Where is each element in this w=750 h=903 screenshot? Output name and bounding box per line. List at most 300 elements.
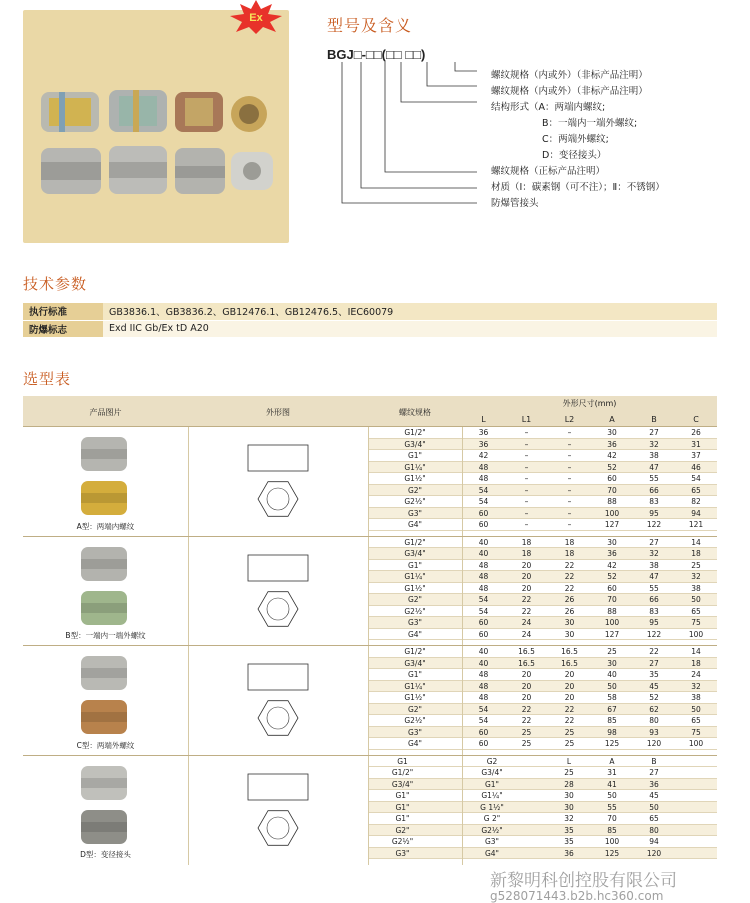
- table-row: [368, 548, 717, 560]
- table-cell: G3/4": [404, 439, 426, 449]
- table-cell: 93: [649, 727, 659, 737]
- table-cell: G4": [484, 848, 500, 858]
- table-cell: G1": [407, 451, 423, 460]
- table-cell: 127: [604, 520, 620, 529]
- table-cell: 54: [691, 474, 701, 483]
- table-cell: 38: [649, 451, 659, 460]
- table-cell: 52: [649, 693, 659, 702]
- table-cell: G1": [407, 560, 423, 570]
- header-col-B: B: [651, 415, 657, 424]
- column-divider: [188, 427, 189, 537]
- table-cell: 32: [649, 549, 659, 558]
- table-cell: G3": [407, 618, 423, 627]
- table-cell: G1": [484, 779, 500, 789]
- table-row: [368, 727, 717, 739]
- table-row: [368, 473, 717, 485]
- table-row: [368, 704, 717, 716]
- table-cell: 35: [564, 825, 574, 835]
- table-cell: 22: [564, 560, 575, 570]
- table-cell: –: [524, 508, 529, 518]
- table-cell: 26: [564, 606, 575, 616]
- table-cell: 20: [521, 583, 532, 593]
- table-cell: 30: [564, 791, 574, 800]
- table-cell: 27: [649, 768, 659, 777]
- table-cell: G2": [395, 825, 410, 835]
- tech-row: [23, 320, 717, 337]
- table-row: [368, 836, 717, 848]
- table-cell: 50: [691, 704, 701, 714]
- selection-table: [23, 396, 717, 900]
- selection-group: [23, 536, 717, 646]
- table-cell: 94: [649, 837, 659, 846]
- table-cell: 52: [607, 572, 617, 581]
- ex-badge-icon: [228, 0, 284, 34]
- table-row: [368, 508, 717, 520]
- table-cell: 80: [649, 825, 659, 835]
- table-row: [368, 427, 717, 439]
- table-cell: 45: [649, 681, 659, 691]
- table-cell: 41: [607, 779, 617, 789]
- table-row: [368, 606, 717, 618]
- table-row: [368, 462, 717, 474]
- table-cell: 60: [478, 739, 489, 748]
- table-cell: 22: [564, 583, 575, 593]
- table-cell: 38: [691, 693, 701, 702]
- table-cell: 62: [649, 704, 659, 714]
- outline-drawing: [188, 756, 368, 866]
- table-cell: 36: [478, 428, 489, 437]
- table-row: [368, 646, 717, 658]
- table-cell: 36: [478, 439, 489, 449]
- table-cell: 18: [521, 537, 532, 547]
- tech-row-value: Exd IIC Gb/Ex tD A20: [103, 320, 717, 337]
- table-cell: 55: [607, 802, 617, 812]
- subheader-cell: G1: [397, 756, 408, 766]
- table-cell: 22: [521, 704, 532, 714]
- table-cell: 54: [478, 595, 489, 604]
- table-cell: 30: [607, 658, 617, 668]
- table-cell: 35: [649, 670, 659, 679]
- table-cell: –: [524, 439, 529, 449]
- table-cell: 27: [649, 537, 659, 547]
- table-cell: 75: [691, 727, 701, 737]
- table-cell: 16.5: [518, 647, 535, 656]
- table-cell: 40: [607, 670, 617, 679]
- fittings-photo: [23, 10, 289, 243]
- table-cell: 70: [607, 814, 617, 823]
- table-cell: G2½": [391, 837, 414, 846]
- table-cell: 40: [478, 549, 489, 558]
- table-cell: 100: [604, 618, 620, 627]
- table-cell: –: [567, 508, 572, 518]
- table-cell: 65: [649, 814, 659, 823]
- table-cell: 52: [607, 462, 617, 472]
- table-cell: 80: [649, 716, 659, 725]
- table-cell: 125: [604, 848, 620, 858]
- table-cell: 47: [649, 572, 659, 581]
- table-cell: 42: [607, 560, 617, 570]
- legend-line-2: 螺纹规格（内或外）（非标产品注明）: [491, 86, 648, 97]
- table-row: [368, 560, 717, 572]
- table-cell: 27: [649, 658, 659, 668]
- outline-drawing: [188, 646, 368, 756]
- table-cell: 24: [521, 629, 532, 639]
- table-cell: G1/2": [404, 647, 426, 656]
- table-cell: G2½": [481, 825, 503, 835]
- table-cell: 20: [521, 693, 532, 702]
- table-row: [368, 681, 717, 693]
- table-cell: 25: [564, 727, 575, 737]
- table-row: [368, 738, 717, 750]
- column-divider: [188, 646, 189, 756]
- tech-row: [23, 303, 717, 320]
- table-cell: 125: [604, 739, 620, 748]
- table-cell: 65: [691, 485, 701, 495]
- table-cell: –: [524, 474, 529, 483]
- table-cell: 65: [691, 716, 701, 725]
- table-cell: 98: [607, 727, 617, 737]
- table-row: [368, 825, 717, 837]
- group-type-label: B型：一端内一端外螺纹: [65, 631, 146, 640]
- group-subheader: [368, 756, 717, 768]
- table-cell: 32: [691, 572, 701, 581]
- table-cell: 50: [607, 791, 617, 800]
- table-row: [368, 537, 717, 549]
- column-divider: [368, 537, 369, 647]
- header-col-C: C: [693, 415, 699, 424]
- table-cell: 38: [691, 583, 701, 593]
- table-cell: 66: [649, 485, 659, 495]
- table-cell: 14: [691, 647, 701, 656]
- table-row: [368, 813, 717, 825]
- table-cell: 48: [478, 474, 489, 483]
- outline-drawing: [188, 537, 368, 647]
- table-cell: 22: [521, 595, 532, 604]
- table-cell: G3": [407, 508, 423, 518]
- table-cell: 54: [478, 704, 489, 714]
- legend-line-6: D：变径接头）: [542, 150, 607, 161]
- table-cell: 50: [649, 802, 659, 812]
- legend-line-1: 螺纹规格（内或外）（非标产品注明）: [491, 70, 648, 81]
- table-cell: 66: [649, 595, 659, 604]
- table-cell: –: [524, 462, 529, 472]
- table-cell: 100: [688, 629, 704, 639]
- table-cell: –: [524, 485, 529, 495]
- group-type-label: D型：变径接头: [80, 850, 131, 859]
- table-cell: 60: [478, 520, 489, 529]
- table-cell: –: [567, 439, 572, 449]
- legend-line-9: 防爆管接头: [491, 198, 539, 209]
- table-cell: 54: [478, 716, 489, 725]
- table-cell: 60: [607, 583, 617, 593]
- table-cell: 48: [478, 572, 489, 581]
- column-divider: [188, 756, 189, 866]
- group-type-label: C型：两端外螺纹: [76, 740, 135, 750]
- subheader-cell: L: [566, 756, 572, 766]
- table-cell: 16.5: [518, 658, 535, 668]
- table-cell: 26: [564, 595, 575, 604]
- table-cell: 40: [478, 537, 489, 547]
- table-cell: G3/4": [404, 658, 426, 668]
- table-row: [368, 779, 717, 791]
- group-type-label: A型：两端内螺纹: [76, 521, 135, 531]
- table-cell: 35: [564, 837, 574, 846]
- table-cell: –: [524, 428, 529, 437]
- table-cell: 100: [604, 837, 620, 846]
- table-cell: 18: [521, 549, 532, 558]
- table-cell: G1": [407, 670, 423, 679]
- table-row: [368, 583, 717, 595]
- table-cell: G2½": [404, 716, 426, 725]
- tech-row-value: GB3836.1、GB3836.2、GB12476.1、GB12476.5、IEC60079: [103, 303, 717, 320]
- table-cell: G2": [407, 485, 423, 495]
- table-cell: G2": [407, 595, 423, 604]
- table-cell: G1": [395, 814, 410, 823]
- column-divider: [188, 537, 189, 647]
- table-cell: 42: [478, 451, 489, 460]
- table-row: [368, 848, 717, 860]
- table-cell: 16.5: [561, 658, 578, 668]
- table-cell: 75: [691, 618, 701, 627]
- table-cell: 25: [564, 739, 575, 748]
- tech-param-table: [23, 303, 717, 338]
- table-cell: G1/2": [404, 428, 426, 437]
- table-cell: –: [567, 428, 572, 437]
- table-cell: 122: [646, 629, 662, 639]
- table-cell: 45: [649, 791, 659, 800]
- table-cell: G1¼": [404, 681, 426, 691]
- table-cell: 40: [478, 647, 489, 656]
- selection-section-title: 选型表: [23, 370, 72, 388]
- table-cell: 60: [478, 618, 489, 627]
- table-row: [368, 439, 717, 451]
- table-row: [368, 594, 717, 606]
- table-cell: 47: [649, 462, 659, 472]
- table-cell: 22: [564, 572, 575, 581]
- table-cell: 25: [521, 727, 532, 737]
- table-cell: 55: [649, 474, 659, 483]
- table-cell: 20: [564, 681, 575, 691]
- table-cell: 25: [691, 560, 701, 570]
- ex-badge-text: Ex: [249, 12, 263, 24]
- header-photo: 产品图片: [89, 408, 122, 417]
- table-cell: 36: [607, 549, 617, 558]
- table-row: [368, 519, 717, 531]
- table-cell: 40: [478, 658, 489, 668]
- table-cell: –: [567, 451, 572, 460]
- selection-group: [23, 426, 717, 536]
- table-cell: –: [567, 474, 572, 483]
- table-cell: 100: [688, 739, 704, 748]
- subheader-cell: B: [651, 756, 657, 766]
- table-cell: 18: [564, 549, 575, 558]
- header-col-L1: L1: [521, 415, 532, 424]
- table-cell: 46: [691, 462, 701, 472]
- table-cell: G2½": [404, 606, 426, 616]
- watermark-company: 新黎明科创控股有限公司: [490, 871, 677, 891]
- table-cell: 122: [646, 520, 662, 529]
- column-divider: [462, 756, 463, 866]
- table-cell: 14: [691, 537, 701, 547]
- table-row: [368, 658, 717, 670]
- table-cell: –: [524, 520, 529, 529]
- table-cell: G1/2": [391, 768, 414, 777]
- table-cell: 60: [607, 474, 617, 483]
- table-row: [368, 692, 717, 704]
- table-cell: 26: [691, 428, 701, 437]
- table-cell: 70: [607, 595, 617, 604]
- table-cell: 83: [649, 497, 659, 506]
- table-cell: 24: [691, 670, 701, 679]
- tech-row-key: 执行标准: [23, 303, 103, 320]
- table-cell: 100: [604, 508, 620, 518]
- table-cell: 127: [604, 629, 620, 639]
- table-cell: 83: [649, 606, 659, 616]
- table-row: [368, 571, 717, 583]
- table-cell: 25: [607, 647, 617, 656]
- header-col-L: L: [481, 415, 486, 424]
- table-cell: 28: [564, 779, 574, 789]
- table-row: [368, 802, 717, 814]
- table-cell: 48: [478, 462, 489, 472]
- table-cell: G1": [395, 802, 410, 812]
- table-cell: 36: [564, 848, 574, 858]
- legend-line-4: B：一端内一端外螺纹;: [542, 118, 638, 129]
- table-cell: 120: [646, 848, 662, 858]
- table-cell: –: [567, 497, 572, 506]
- table-cell: 30: [564, 629, 575, 639]
- header-dims: 外形尺寸(mm): [562, 399, 617, 408]
- table-cell: 50: [607, 681, 617, 691]
- tech-section-title: 技术参数: [23, 275, 88, 293]
- table-cell: 22: [649, 647, 659, 656]
- table-cell: G4": [407, 629, 423, 639]
- table-cell: G1½": [404, 693, 426, 702]
- selection-table-header: [23, 396, 717, 426]
- table-row: [368, 715, 717, 727]
- table-cell: 54: [478, 497, 489, 506]
- table-cell: G2½": [404, 497, 426, 506]
- table-row: [368, 669, 717, 681]
- table-cell: 18: [564, 537, 575, 547]
- table-cell: 22: [564, 716, 575, 725]
- legend-line-7: 螺纹规格（正标产品注明）: [491, 166, 606, 177]
- table-cell: 20: [521, 670, 532, 679]
- column-divider: [462, 537, 463, 647]
- table-row: [368, 629, 717, 641]
- table-cell: –: [524, 451, 529, 460]
- table-row: [368, 790, 717, 802]
- table-cell: 60: [478, 629, 489, 639]
- table-cell: 48: [478, 681, 489, 691]
- table-cell: 20: [521, 572, 532, 581]
- table-row: [368, 450, 717, 462]
- table-row: [368, 767, 717, 779]
- table-cell: G 1½": [480, 802, 504, 812]
- table-cell: G2": [407, 704, 423, 714]
- table-cell: 27: [649, 428, 659, 437]
- table-cell: 32: [564, 814, 574, 823]
- tech-row-key: 防爆标志: [23, 320, 103, 337]
- subheader-cell: A: [609, 756, 615, 766]
- table-cell: G3": [395, 848, 410, 858]
- table-cell: 58: [607, 693, 617, 702]
- table-cell: G1¼": [481, 791, 503, 800]
- model-section-title: 型号及含义: [327, 16, 413, 35]
- table-cell: 31: [607, 768, 617, 777]
- table-cell: 38: [649, 560, 659, 570]
- table-cell: 48: [478, 560, 489, 570]
- table-cell: G1¼": [404, 572, 426, 581]
- table-cell: 22: [564, 704, 575, 714]
- table-cell: 85: [607, 825, 617, 835]
- table-cell: 54: [478, 606, 489, 616]
- table-cell: –: [567, 462, 572, 472]
- table-cell: 54: [478, 485, 489, 495]
- table-cell: G1½": [404, 583, 426, 593]
- selection-group: [23, 645, 717, 755]
- table-cell: 48: [478, 670, 489, 679]
- table-cell: 95: [649, 508, 659, 518]
- table-cell: G3/4": [404, 549, 426, 558]
- table-cell: 18: [691, 549, 701, 558]
- table-cell: G4": [407, 739, 423, 748]
- table-cell: 16.5: [561, 647, 578, 656]
- column-divider: [368, 427, 369, 537]
- table-cell: 82: [691, 497, 701, 506]
- table-row: [368, 617, 717, 629]
- table-cell: 36: [649, 779, 659, 789]
- watermark-url: g528071443.b2b.hc360.com: [490, 889, 664, 903]
- table-cell: 22: [521, 606, 532, 616]
- table-cell: G3": [407, 727, 423, 737]
- table-cell: 67: [607, 704, 617, 714]
- table-row: [368, 496, 717, 508]
- table-cell: 25: [521, 739, 532, 748]
- table-cell: 20: [564, 693, 575, 702]
- column-divider: [368, 756, 369, 866]
- table-cell: 120: [646, 739, 662, 748]
- table-cell: 31: [691, 439, 701, 449]
- header-col-A: A: [609, 415, 615, 424]
- column-divider: [462, 427, 463, 537]
- table-cell: G3": [484, 837, 500, 846]
- column-divider: [368, 646, 369, 756]
- table-cell: –: [524, 497, 529, 506]
- table-cell: 20: [521, 681, 532, 691]
- table-cell: G3/4": [391, 779, 414, 789]
- table-cell: 121: [688, 520, 704, 529]
- table-cell: 94: [691, 508, 701, 518]
- table-cell: 36: [607, 439, 617, 449]
- product-photo-panel: [23, 10, 289, 243]
- table-cell: 25: [564, 768, 574, 777]
- table-cell: G3/4": [481, 768, 503, 777]
- header-drawing: 外形图: [266, 408, 290, 417]
- table-cell: 65: [691, 606, 701, 616]
- table-cell: 95: [649, 618, 659, 627]
- table-cell: 20: [521, 560, 532, 570]
- table-cell: 60: [478, 508, 489, 518]
- table-cell: 32: [649, 439, 659, 449]
- table-cell: G 2": [483, 814, 501, 823]
- model-code: BGJ□-□□(□□ □□): [327, 47, 426, 62]
- header-thread: 螺纹规格: [399, 408, 431, 417]
- table-cell: 32: [691, 681, 701, 691]
- table-cell: 30: [607, 428, 617, 437]
- table-cell: 88: [607, 606, 617, 616]
- table-cell: 42: [607, 451, 617, 460]
